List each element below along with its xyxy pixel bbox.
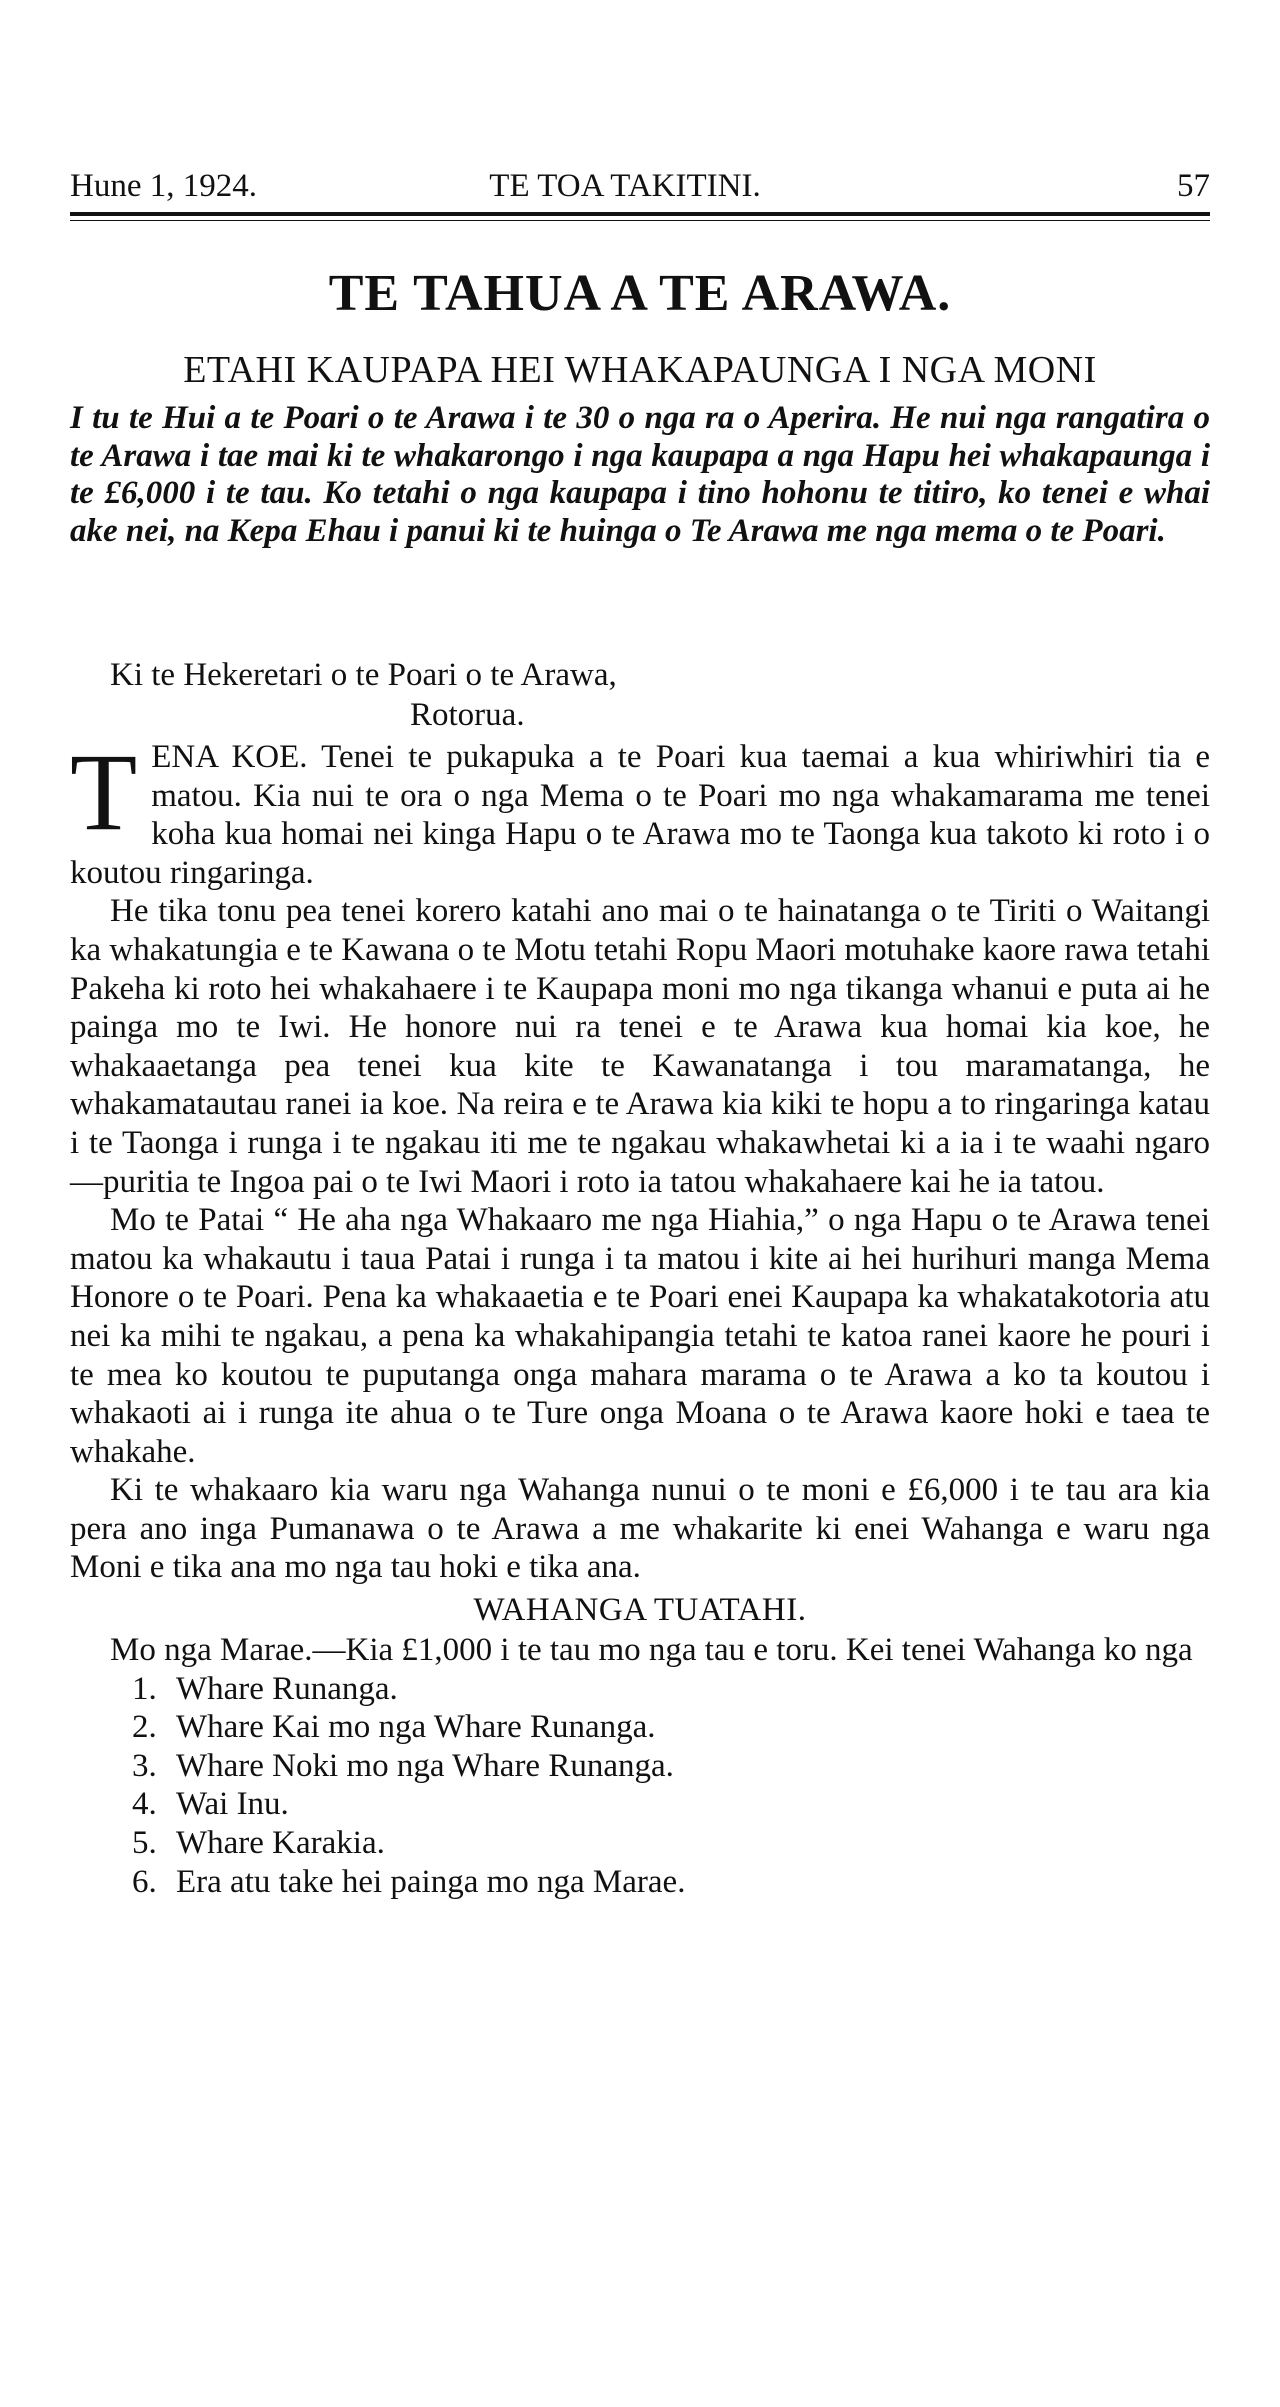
- list-item: [132, 1747, 1210, 1786]
- list-item-number: 6.: [132, 1863, 157, 1900]
- paragraph-1: [70, 731, 1210, 892]
- document-page: [70, 0, 1210, 2407]
- list-item-text: Whare Noki mo nga Whare Runanga.: [176, 1747, 674, 1784]
- list-item-number: 2.: [132, 1709, 157, 1746]
- header-rule-thin: [70, 220, 1210, 221]
- section-heading: WAHANGA TUATAHI.: [473, 1592, 807, 1629]
- list-item-text: Era atu take hei painga mo nga Marae.: [176, 1863, 686, 1900]
- list-item: [132, 1863, 1210, 1902]
- address-line-2: Rotorua.: [410, 697, 525, 733]
- paragraph-3: Mo te Patai “ He aha nga Whakaaro me nga Hiahia,” o nga Hapu o te Arawa tenei matou ka whakautu i taua Patai i runga i ta matou i kite ai hei hurihuri manga Mema Honore o te Poari. Pena ka whakaaetia e te Poari enei Kaupapa ka whakatakotoria atu nei ka mihi te ngakau, a pena ka whakahipangia tetahi te katoa ranei kaore he pouri i te mea ko koutou te puputanga onga mahara marama o te Arawa a ko ta koutou i whakaoti ai i runga ite ahua o te Ture onga Moana o te Arawa kaore hoki e taea te whakahe.: [70, 1202, 1210, 1470]
- article-subtitle: ETAHI KAUPAPA HEI WHAKAPAUNGA I NGA MONI: [183, 349, 1097, 391]
- list-item: [132, 1708, 1210, 1747]
- letter-body: [70, 731, 1210, 1901]
- list-item-number: 3.: [132, 1747, 157, 1784]
- paragraph-2: He tika tonu pea tenei korero katahi ano mai o te hainatanga o te Tiriti o Waitangi ka whakatungia e te Kawana o te Motu tetahi Ropu Maori motuhake kaore rawa tetahi Pakeha ki roto hei whakahaere i te Kaupapa moni mo nga tikanga whanui e puta ai he painga mo te Iwi. He honore nui ra tenei e te Arawa kua homai kia koe, he whakaaetanga pea tenei kua kite te Kawanatanga i tou maramatanga, he whakamatautau ranei ia koe. Na reira e te Arawa kia kiki te hopu a to ringaringa katau i te Taonga i runga i te ngakau iti me te ngakau whakawhetai ki a ia i te waahi ngaro—puritia te Ingoa pai o te Iwi Maori i roto ia tatou whakahaere kai he ia tatou.: [70, 893, 1210, 1200]
- journal-title: TE TOA TAKITINI.: [489, 168, 761, 204]
- list-item-number: 1.: [132, 1670, 157, 1707]
- running-header: [70, 162, 1210, 210]
- paragraph-4: Ki te whakaaro kia waru nga Wahanga nunui o te moni e £6,000 i te tau ara kia pera ano inga Pumanawa o te Arawa a me whakarite ki enei Wahanga e waru nga Moni e tika ana mo nga tau hoki e tika ana.: [70, 1472, 1210, 1586]
- header-rule-thick: [70, 212, 1210, 216]
- list-item: [132, 1785, 1210, 1824]
- address-line-1: Ki te Hekeretari o te Poari o te Arawa,: [110, 657, 617, 693]
- drop-cap: T: [70, 731, 138, 853]
- article-title: TE TAHUA A TE ARAWA.: [328, 265, 952, 322]
- paragraph-1-text: ENA KOE. Tenei te pukapuka a te Poari kua taemai a kua whiriwhiri tia e matou. Kia nui te ora o nga Mema o te Poari mo nga whakamarama me tenei koha kua homai nei kinga Hapu o te Arawa mo te Taonga kua takoto ki roto i o koutou ringaringa.: [70, 739, 1210, 891]
- list-item: [132, 1824, 1210, 1863]
- list-item-number: 5.: [132, 1825, 157, 1862]
- letter-address: [110, 655, 1210, 735]
- list-item-text: Whare Kai mo nga Whare Runanga.: [176, 1709, 656, 1746]
- marae-paragraph: Mo nga Marae.—Kia £1,000 i te tau mo nga tau e toru. Kei tenei Wahanga ko nga: [110, 1632, 1193, 1669]
- marae-list: [70, 1670, 1210, 1902]
- list-item-text: Whare Karakia.: [176, 1825, 385, 1862]
- intro-paragraph: I tu te Hui a te Poari o te Arawa i te 30 o nga ra o Aperira. He nui nga rangatira o te Arawa i tae mai ki te whakarongo i nga kaupapa a nga Hapu hei whakapaunga i te £6,000 i te tau. Ko tetahi o nga kaupapa i tino hohonu te titiro, ko tenei e whai ake nei, na Kepa Ehau i panui ki te huinga o Te Arawa me nga mema o te Poari.: [70, 400, 1210, 549]
- list-item: [132, 1670, 1210, 1709]
- list-item-text: Wai Inu.: [176, 1786, 289, 1823]
- issue-date: Hune 1, 1924.: [70, 168, 257, 204]
- page-number: 57: [1177, 168, 1210, 204]
- list-item-number: 4.: [132, 1786, 157, 1823]
- list-item-text: Whare Runanga.: [176, 1670, 398, 1707]
